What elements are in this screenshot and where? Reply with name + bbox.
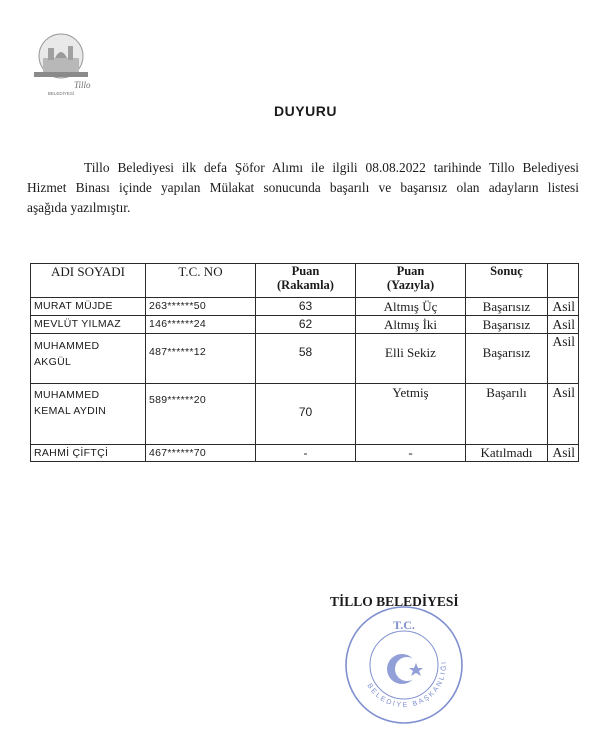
- name-line-1: MURAT MÜJDE: [34, 300, 113, 312]
- table-row: [31, 316, 579, 334]
- cell-score: 62: [256, 316, 356, 334]
- table-row: [31, 384, 579, 445]
- cell-name: [31, 298, 146, 316]
- header-words-line-2: (Yazıyla): [386, 278, 435, 292]
- name-line-1: MUHAMMED: [34, 389, 100, 401]
- cell-result: Başarılı: [466, 384, 548, 445]
- paragraph-line-3: aşağıda yazılmıştır.: [27, 200, 131, 215]
- name-line-1: MEVLÜT YILMAZ: [34, 318, 121, 330]
- municipality-logo: [24, 30, 98, 96]
- header-status: [548, 264, 579, 298]
- cell-words: Altmış İki: [356, 316, 466, 334]
- cell-status: Asil: [548, 316, 579, 334]
- cell-words: Elli Sekiz: [356, 334, 466, 384]
- announcement-paragraph: [27, 158, 579, 218]
- cell-words: -: [356, 445, 466, 462]
- table-header-row: [31, 264, 579, 298]
- header-score-line-1: Puan: [291, 264, 320, 278]
- cell-tc: 146******24: [146, 316, 256, 334]
- official-stamp: [342, 603, 466, 727]
- cell-result: Katılmadı: [466, 445, 548, 462]
- svg-text:Tillo: Tillo: [74, 80, 91, 90]
- cell-score: 63: [256, 298, 356, 316]
- stamp-top-text: T.C.: [393, 618, 415, 632]
- table-row: [31, 445, 579, 462]
- cell-tc: 263******50: [146, 298, 256, 316]
- cell-words: Yetmiş: [356, 384, 466, 445]
- name-line-2: AKGÜL: [34, 356, 72, 368]
- cell-status: Asil: [548, 445, 579, 462]
- header-tc: T.C. NO: [146, 264, 256, 298]
- crescent-star-icon: [387, 654, 423, 684]
- stamp-ring-text: BELEDİYE BAŞKANLIĞI: [365, 659, 449, 710]
- paragraph-line-2: Hizmet Binası içinde yapılan Mülakat sonucunda başarılı ve başarısız olan adayların listesi: [27, 180, 579, 195]
- header-words-line-1: Puan: [396, 264, 425, 278]
- cell-name: [31, 445, 146, 462]
- header-result: Sonuç: [466, 264, 548, 298]
- cell-name: [31, 334, 146, 384]
- cell-result: Başarısız: [466, 334, 548, 384]
- cell-status: Asil: [548, 334, 579, 384]
- cell-status: Asil: [548, 384, 579, 445]
- cell-tc: 487******12: [146, 334, 256, 384]
- header-name: ADI SOYADI: [31, 264, 146, 298]
- header-score-line-2: (Rakamla): [277, 278, 334, 292]
- cell-name: [31, 384, 146, 445]
- cell-score: 70: [256, 384, 356, 445]
- cell-result: Başarısız: [466, 298, 548, 316]
- name-line-1: RAHMİ ÇİFTÇİ: [34, 447, 109, 459]
- signatory-name: TİLLO BELEDİYESİ: [330, 594, 459, 609]
- table-row: [31, 334, 579, 384]
- cell-tc: 589******20: [146, 384, 256, 445]
- name-line-1: MUHAMMED: [34, 340, 100, 352]
- cell-score: -: [256, 445, 356, 462]
- cell-status: Asil: [548, 298, 579, 316]
- logo-caption: BELEDİYESİ: [47, 91, 75, 96]
- header-score: [256, 264, 356, 298]
- header-words: [356, 264, 466, 298]
- candidate-table: [30, 263, 579, 462]
- page-title: DUYURU: [274, 103, 337, 119]
- name-line-2: KEMAL AYDIN: [34, 405, 107, 417]
- cell-score: 58: [256, 334, 356, 384]
- cell-name: [31, 316, 146, 334]
- table-row: [31, 298, 579, 316]
- cell-words: Altmış Üç: [356, 298, 466, 316]
- paragraph-line-1: Tillo Belediyesi ilk defa Şöfor Alımı ile ilgili 08.08.2022 tarihinde Tillo Belediyesi: [84, 160, 579, 175]
- cell-result: Başarısız: [466, 316, 548, 334]
- cell-tc: 467******70: [146, 445, 256, 462]
